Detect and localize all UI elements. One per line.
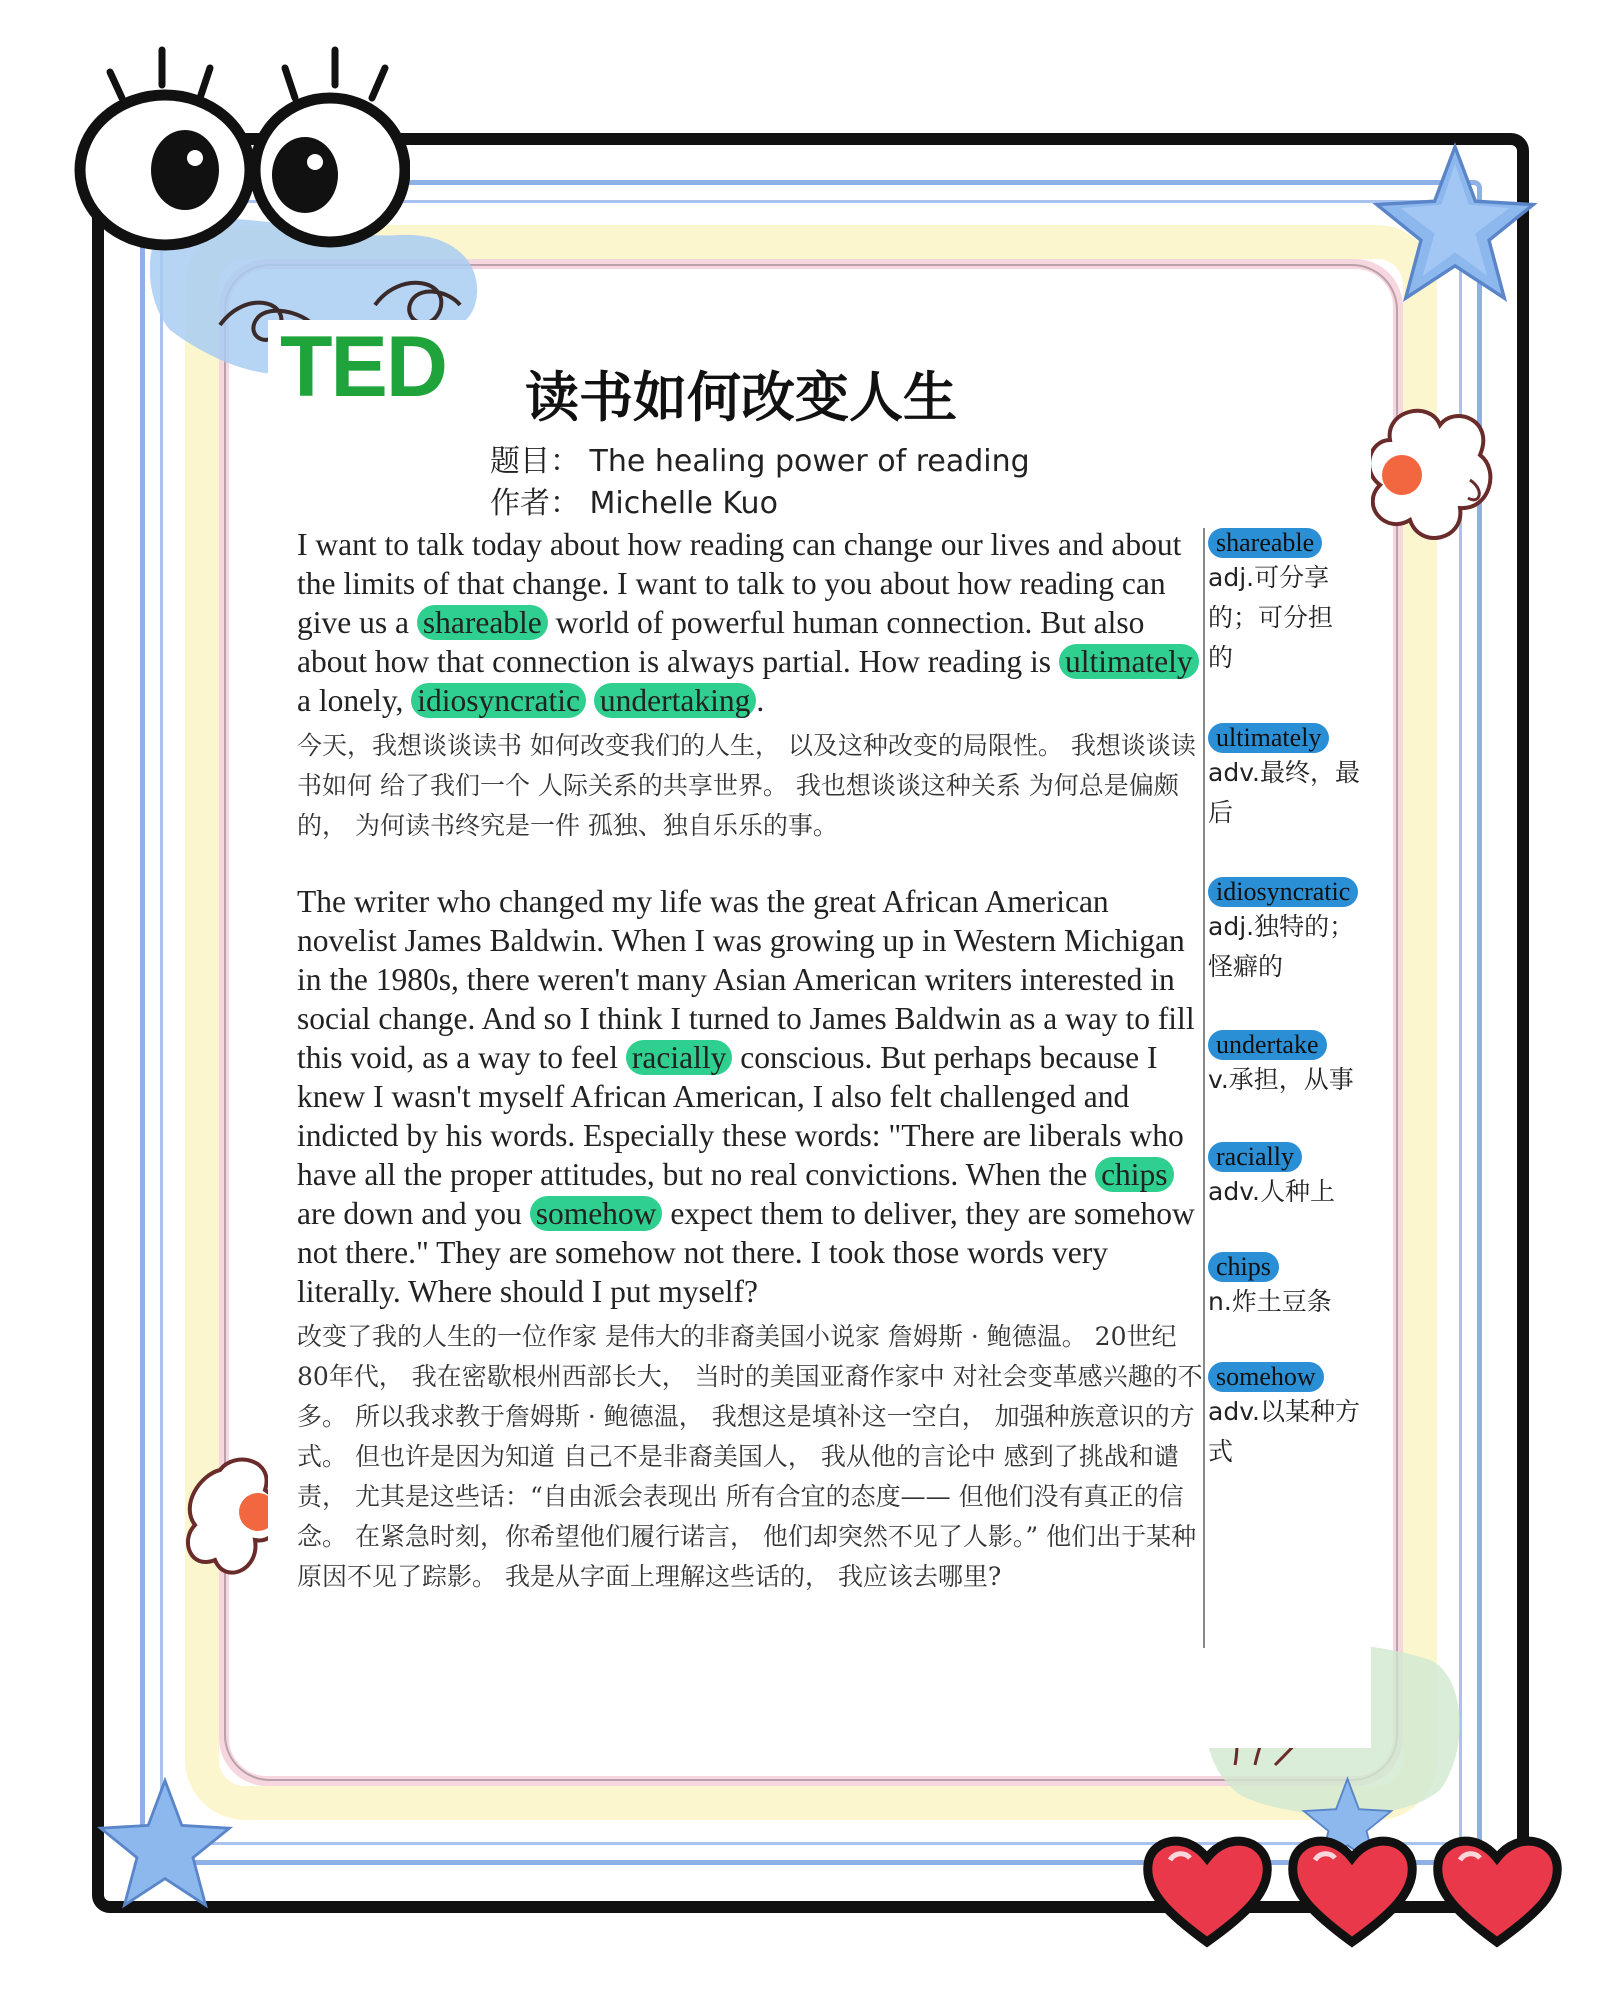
text-segment: world of powerful human connection. But also about how that connection is always partial. How reading is (297, 605, 1145, 679)
vocab-definition: adv.人种上 (1208, 1177, 1335, 1206)
paragraph-chinese: 今天，我想谈谈读书 如何改变我们的人生， 以及这种改变的局限性。 我想谈谈读书如何 给了我们一个 人际关系的共享世界。 我也想谈谈这种关系 为何总是偏颇的， 为何读书终究是一件 孤独、独自乐乐的事。 (297, 731, 1196, 840)
vocab-entry (1208, 877, 1373, 987)
vocab-definition: 式 (1208, 1437, 1234, 1466)
heart-icon (1285, 1830, 1420, 1950)
vocab-word: racially (1208, 1142, 1302, 1172)
vocab-definition: adj.独特的； (1208, 912, 1355, 941)
vocab-word: somehow (1208, 1362, 1324, 1392)
star-icon (95, 1775, 235, 1915)
highlight-word: ultimately (1059, 644, 1199, 679)
vocab-definition: 的；可分担 (1208, 603, 1334, 632)
text-segment: a lonely, (297, 683, 412, 718)
vocab-entry (1208, 723, 1373, 833)
star-icon (1370, 140, 1540, 310)
flower-icon (1360, 400, 1500, 560)
vocab-definition: 后 (1208, 798, 1234, 827)
text-segment: The writer who changed my life was the great African American novelist James Baldwin. When I was growing up in Western Michigan in the 1980s, there weren't many Asian American writers interested in social change. And so I think I turned to James Baldwin as a way to fill this void, as a way to feel (297, 884, 1195, 1075)
text-segment (586, 683, 594, 718)
vocab-entry (1208, 1142, 1373, 1212)
vocab-word: undertake (1208, 1030, 1327, 1060)
subject-line: 题目： The healing power of reading (490, 444, 1030, 479)
text-segment: conscious. But perhaps because I knew I wasn't myself African American, I also felt challenged and indicted by his words. Especially these words: "There are liberals who have all the proper attitudes, but no real convictions. When the (297, 1040, 1184, 1192)
vocab-definition: 的 (1208, 643, 1234, 672)
vocab-word: idiosyncratic (1208, 877, 1358, 907)
highlight-word: chips (1095, 1157, 1174, 1192)
vocab-entry (1208, 528, 1373, 678)
heart-icon (1140, 1830, 1275, 1950)
vocab-entry (1208, 1362, 1373, 1472)
text-segment: are down and you (297, 1196, 530, 1231)
vocab-word: ultimately (1208, 723, 1329, 753)
paragraph-chinese: 改变了我的人生的一位作家 是伟大的非裔美国小说家 詹姆斯 · 鲍德温。 20世纪80年代， 我在密歇根州西部长大， 当时的美国亚裔作家中 对社会变革感兴趣的不多。 所以我求教于詹姆斯 · 鲍德温， 我想这是填补这一空白， 加强种族意识的方式。 但也许是因为知道 自己不是非裔美国人， 我从他的言论中 感到了挑战和谴责， 尤其是这些话：“自由派会表现出 所有合宜的态度—— 但他们没有真正的信念。 在紧急时刻，你希望他们履行诺言， 他们却突然不见了人影。” 他们出于某种原因不见了踪影。 我是从字面上理解这些话的， 我应该去哪里? (297, 1322, 1203, 1591)
vocab-definition: adv.最终，最 (1208, 758, 1360, 787)
text-segment: I want to talk today about how reading can change our lives and about the limits of that change. I want to talk to you about how reading can give us a (297, 527, 1182, 640)
vocab-definition: n.炸土豆条 (1208, 1287, 1332, 1316)
vocab-definition: adj.可分享 (1208, 563, 1330, 592)
vocab-entry (1208, 1030, 1373, 1100)
page-title: 读书如何改变人生 (525, 366, 957, 429)
heart-icon (1430, 1830, 1565, 1950)
paragraph-english (297, 525, 1207, 720)
vocab-word: chips (1208, 1252, 1279, 1282)
vocab-divider (1203, 528, 1205, 1648)
vocab-definition: v.承担，从事 (1208, 1065, 1354, 1094)
vocab-definition: adv.以某种方 (1208, 1397, 1360, 1426)
highlight-word: somehow (530, 1196, 663, 1231)
vocab-entry (1208, 1252, 1373, 1322)
highlight-word: undertaking (594, 683, 756, 718)
highlight-word: racially (626, 1040, 732, 1075)
ted-logo: TED (280, 319, 446, 415)
text-segment: . (756, 683, 765, 718)
author-line: 作者： Michelle Kuo (490, 486, 778, 521)
highlight-word: shareable (417, 605, 548, 640)
paragraph-english (297, 882, 1207, 1311)
article-body (297, 525, 1207, 1597)
text-segment: expect them to deliver, they are somehow not there." They are somehow not there. I took those words very literally. Where should I put myself? (297, 1196, 1195, 1309)
cartoon-eyes-icon (50, 40, 410, 260)
vocab-definition: 怪癖的 (1208, 952, 1284, 981)
highlight-word: idiosyncratic (411, 683, 586, 718)
vocab-word: shareable (1208, 528, 1322, 558)
